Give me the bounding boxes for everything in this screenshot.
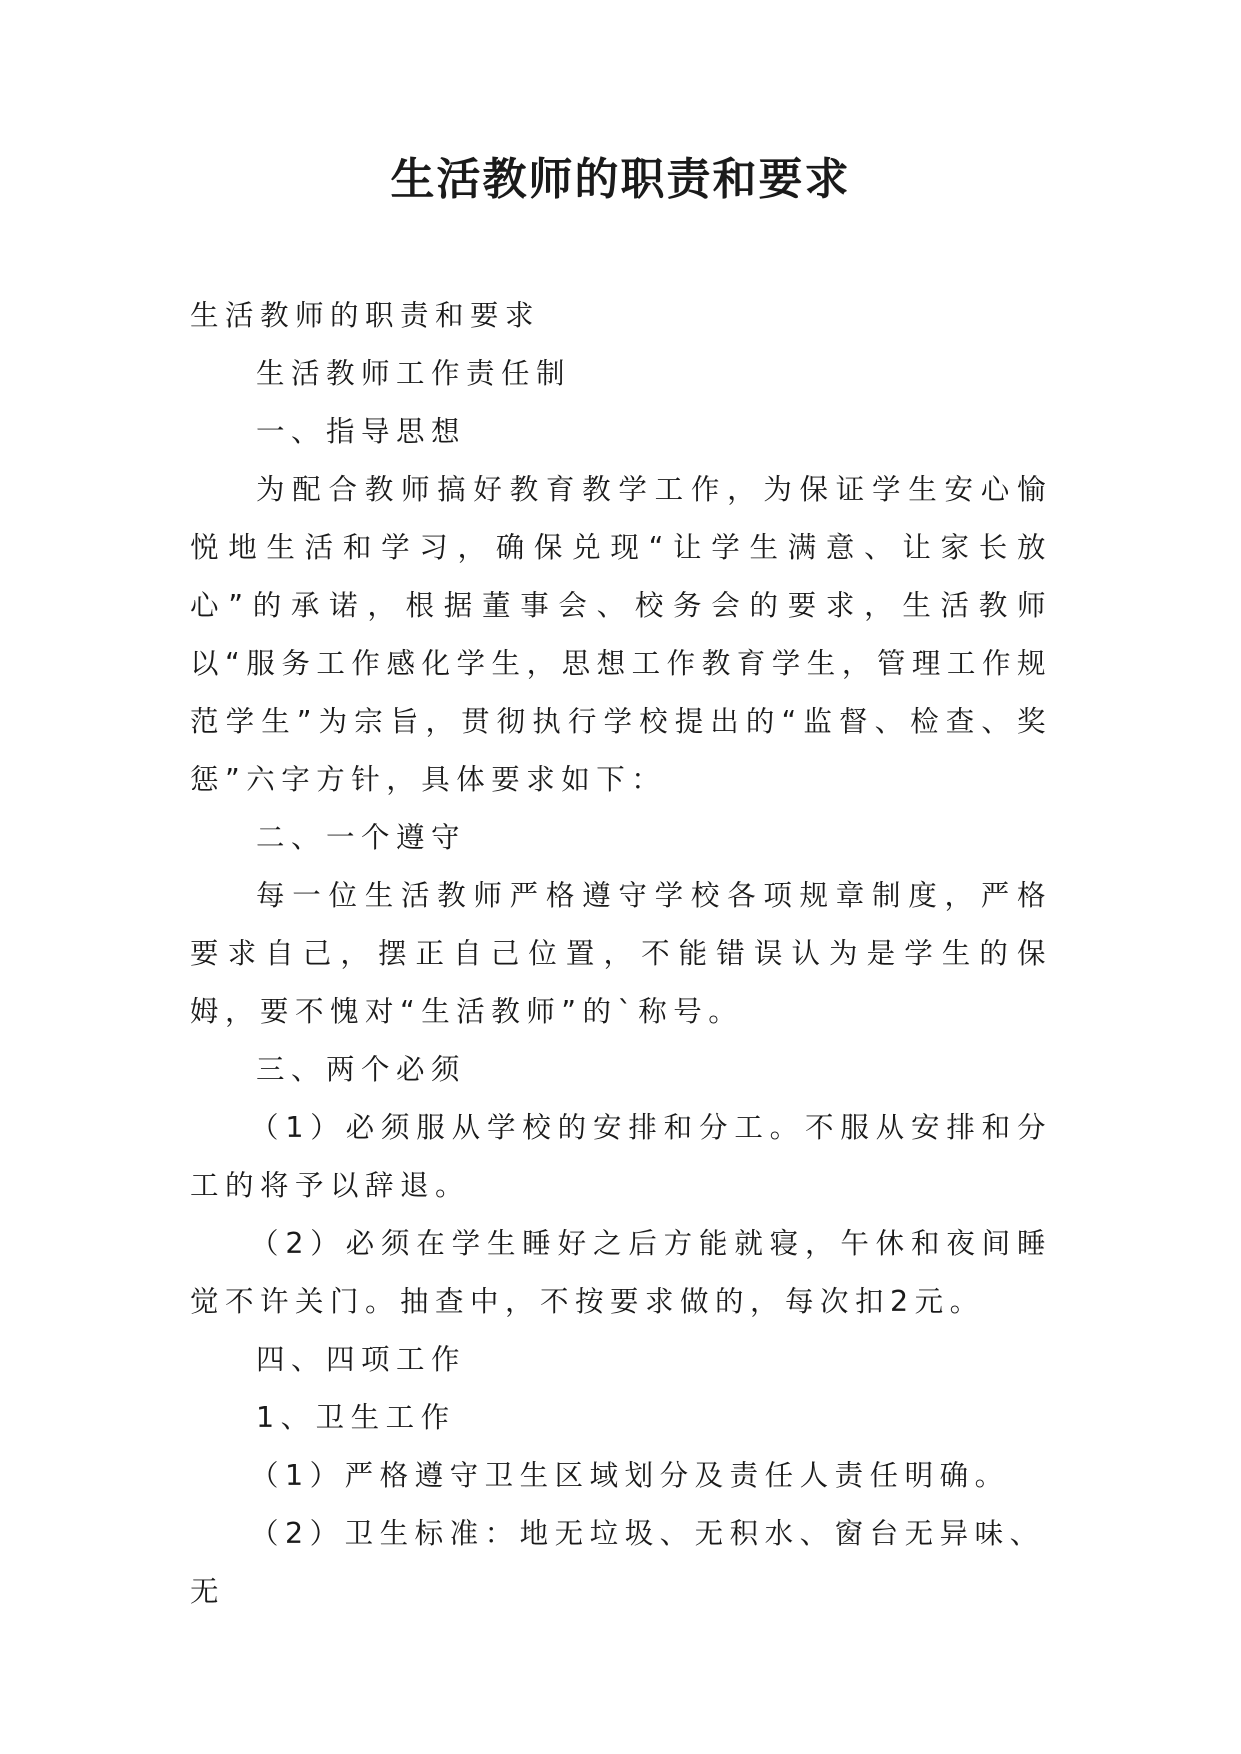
document-title: 生活教师的职责和要求 xyxy=(390,154,851,205)
section-heading-4: 四、四项工作 xyxy=(256,1343,467,1376)
paragraph-guiding-thought: 为配合教师搞好教育教学工作，为保证学生安心愉悦地生活和学习，确保兑现“让学生满意、让家长放心”的承诺，根据董事会、校务会的要求，生活教师以“服务工作感化学生，思想工作教育学生，管理工作规范学生”为宗旨，贯彻执行学校提出的“监督、检查、奖惩”六字方针，具体要求如下： xyxy=(190,473,1052,796)
paragraph-must-2: （2）必须在学生睡好之后方能就寝，午休和夜间睡觉不许关门。抽查中，不按要求做的，每次扣2元。 xyxy=(190,1227,1052,1318)
paragraph-subheading: 生活教师工作责任制 xyxy=(256,357,572,390)
section-heading-2: 二、一个遵守 xyxy=(256,821,467,854)
paragraph-compliance: 每一位生活教师严格遵守学校各项规章制度，严格要求自己，摆正自己位置，不能错误认为是学生的保姆，要不愧对“生活教师”的`称号。 xyxy=(190,879,1052,1028)
paragraph-heading: 生活教师的职责和要求 xyxy=(190,299,541,332)
subsection-heading-hygiene: 1、卫生工作 xyxy=(256,1401,456,1434)
section-heading-3: 三、两个必须 xyxy=(256,1053,467,1086)
paragraph-must-1: （1）必须服从学校的安排和分工。不服从安排和分工的将予以辞退。 xyxy=(190,1111,1052,1202)
paragraph-hygiene-2: （2）卫生标准：地无垃圾、无积水、窗台无异味、无 xyxy=(190,1517,1045,1608)
paragraph-hygiene-1: （1）严格遵守卫生区域划分及责任人责任明确。 xyxy=(250,1459,1010,1492)
document-body xyxy=(190,287,1052,1621)
section-heading-1: 一、指导思想 xyxy=(256,415,467,448)
